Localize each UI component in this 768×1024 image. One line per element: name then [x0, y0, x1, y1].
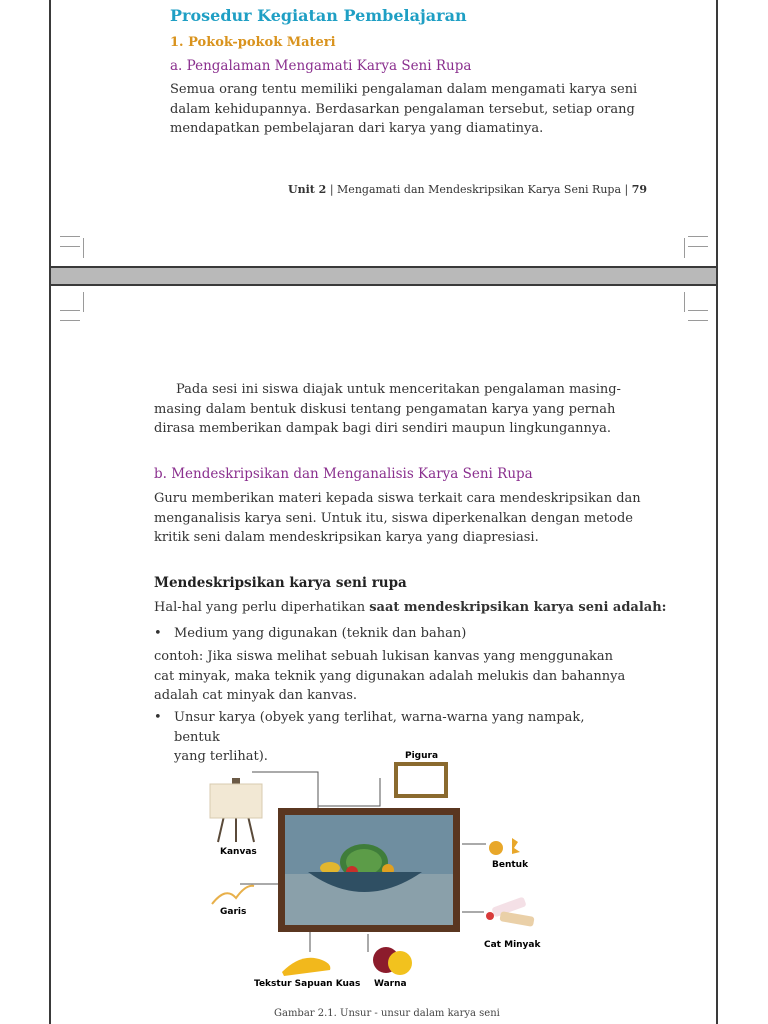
notice-bold-text: saat mendeskripsikan karya seni adalah: — [369, 600, 667, 615]
left-gutter — [0, 0, 49, 1024]
section-b-paragraph — [154, 489, 641, 548]
label-bentuk: Bentuk — [492, 860, 529, 870]
paragraph-line: menganalisis karya seni. Untuk itu, siswa diperkenalkan dengan metode — [154, 510, 633, 526]
notice-text: Hal-hal yang perlu diperhatikan — [154, 600, 370, 615]
figure-caption: Gambar 2.1. Unsur - unsur dalam karya seni — [274, 1008, 500, 1019]
crop-mark — [688, 320, 708, 321]
bentuk-shape-icon — [512, 838, 520, 854]
crop-mark — [688, 310, 708, 311]
crop-mark — [60, 246, 80, 247]
footer-separator: | — [621, 183, 632, 196]
paragraph-line: kritik seni dalam mendeskripsikan karya yang diapresiasi. — [154, 530, 539, 545]
page-edge-right — [716, 0, 718, 1024]
bentuk-circle-icon — [489, 841, 503, 855]
crop-mark — [688, 246, 708, 247]
easel-canvas-icon — [210, 778, 262, 842]
pigura-frame-icon — [396, 764, 446, 796]
bullet-line: Unsur karya (obyek yang terlihat, warna-warna yang nampak, bentuk — [174, 710, 585, 745]
brush-texture-icon — [282, 958, 330, 976]
crop-mark — [60, 320, 80, 321]
page-separator — [51, 266, 716, 286]
label-pigura: Pigura — [405, 751, 439, 761]
section-b-heading: b. Mendeskripsikan dan Menganalisis Karya Seni Rupa — [154, 466, 533, 482]
footer-page-number: 79 — [631, 183, 648, 196]
label-garis: Garis — [220, 907, 247, 917]
paragraph-line: Pada sesi ini siswa diajak untuk menceritakan pengalaman masing- — [176, 382, 621, 397]
section-a-paragraph — [170, 80, 637, 139]
paragraph-line: dalam kehidupannya. Berdasarkan pengalaman tersebut, setiap orang — [170, 101, 635, 117]
page-edge-left — [49, 0, 51, 1024]
bullet-line: yang terlihat). — [174, 749, 268, 764]
crop-mark — [688, 236, 708, 237]
art-elements-figure — [200, 744, 550, 994]
crop-mark — [60, 236, 80, 237]
footer-separator: | — [326, 183, 338, 196]
crop-mark — [60, 310, 80, 311]
crop-mark — [684, 292, 685, 312]
paragraph-line: mendapatkan pembelajaran dari karya yang diamatinya. — [170, 121, 544, 136]
paragraph-line: Guru memberikan materi kepada siswa terkait cara mendeskripsikan dan — [154, 491, 641, 506]
footer-unit: Unit 2 — [288, 183, 327, 196]
crop-mark — [83, 292, 84, 312]
notice-line — [154, 598, 666, 618]
subheading: 1. Pokok-pokok Materi — [170, 35, 336, 50]
paragraph-line: contoh: Jika siswa melihat sebuah lukisan kanvas yang menggunakan — [154, 649, 614, 664]
label-tekstur: Tekstur Sapuan Kuas — [254, 979, 361, 989]
section-a-heading: a. Pengalaman Mengamati Karya Seni Rupa — [170, 58, 472, 74]
page-footer — [288, 183, 647, 196]
oil-paint-tube-icon — [486, 896, 535, 926]
label-warna: Warna — [374, 979, 407, 989]
paragraph-line: cat minyak, maka teknik yang digunakan adalah melukis dan bahannya — [154, 668, 626, 684]
paragraph-line: adalah cat minyak dan kanvas. — [154, 688, 358, 703]
crop-mark — [83, 238, 84, 258]
right-gutter — [718, 0, 768, 1024]
bullet-dot: • — [154, 710, 162, 725]
page-heading: Prosedur Kegiatan Pembelajaran — [170, 6, 467, 25]
bullet-item — [154, 624, 614, 644]
label-kanvas: Kanvas — [220, 847, 257, 857]
garis-line-icon — [212, 886, 254, 904]
example-paragraph — [154, 647, 625, 706]
intro-paragraph — [154, 380, 621, 439]
describe-heading: Mendeskripsikan karya seni rupa — [154, 575, 407, 591]
crop-mark — [684, 238, 685, 258]
paragraph-line: masing dalam bentuk diskusi tentang pengamatan karya yang pernah — [154, 401, 616, 417]
footer-title: Mengamati dan Mendeskripsikan Karya Seni Rupa — [337, 183, 622, 196]
paragraph-line: dirasa memberikan dampak bagi diri sendiri maupun lingkungannya. — [154, 421, 612, 436]
label-cat-minyak: Cat Minyak — [484, 940, 541, 950]
warna-yellow-circle-icon — [388, 951, 412, 975]
paragraph-line: Semua orang tentu memiliki pengalaman dalam mengamati karya seni — [170, 82, 638, 97]
bullet-text: Medium yang digunakan (teknik dan bahan) — [174, 626, 467, 641]
bullet-dot: • — [154, 626, 162, 641]
